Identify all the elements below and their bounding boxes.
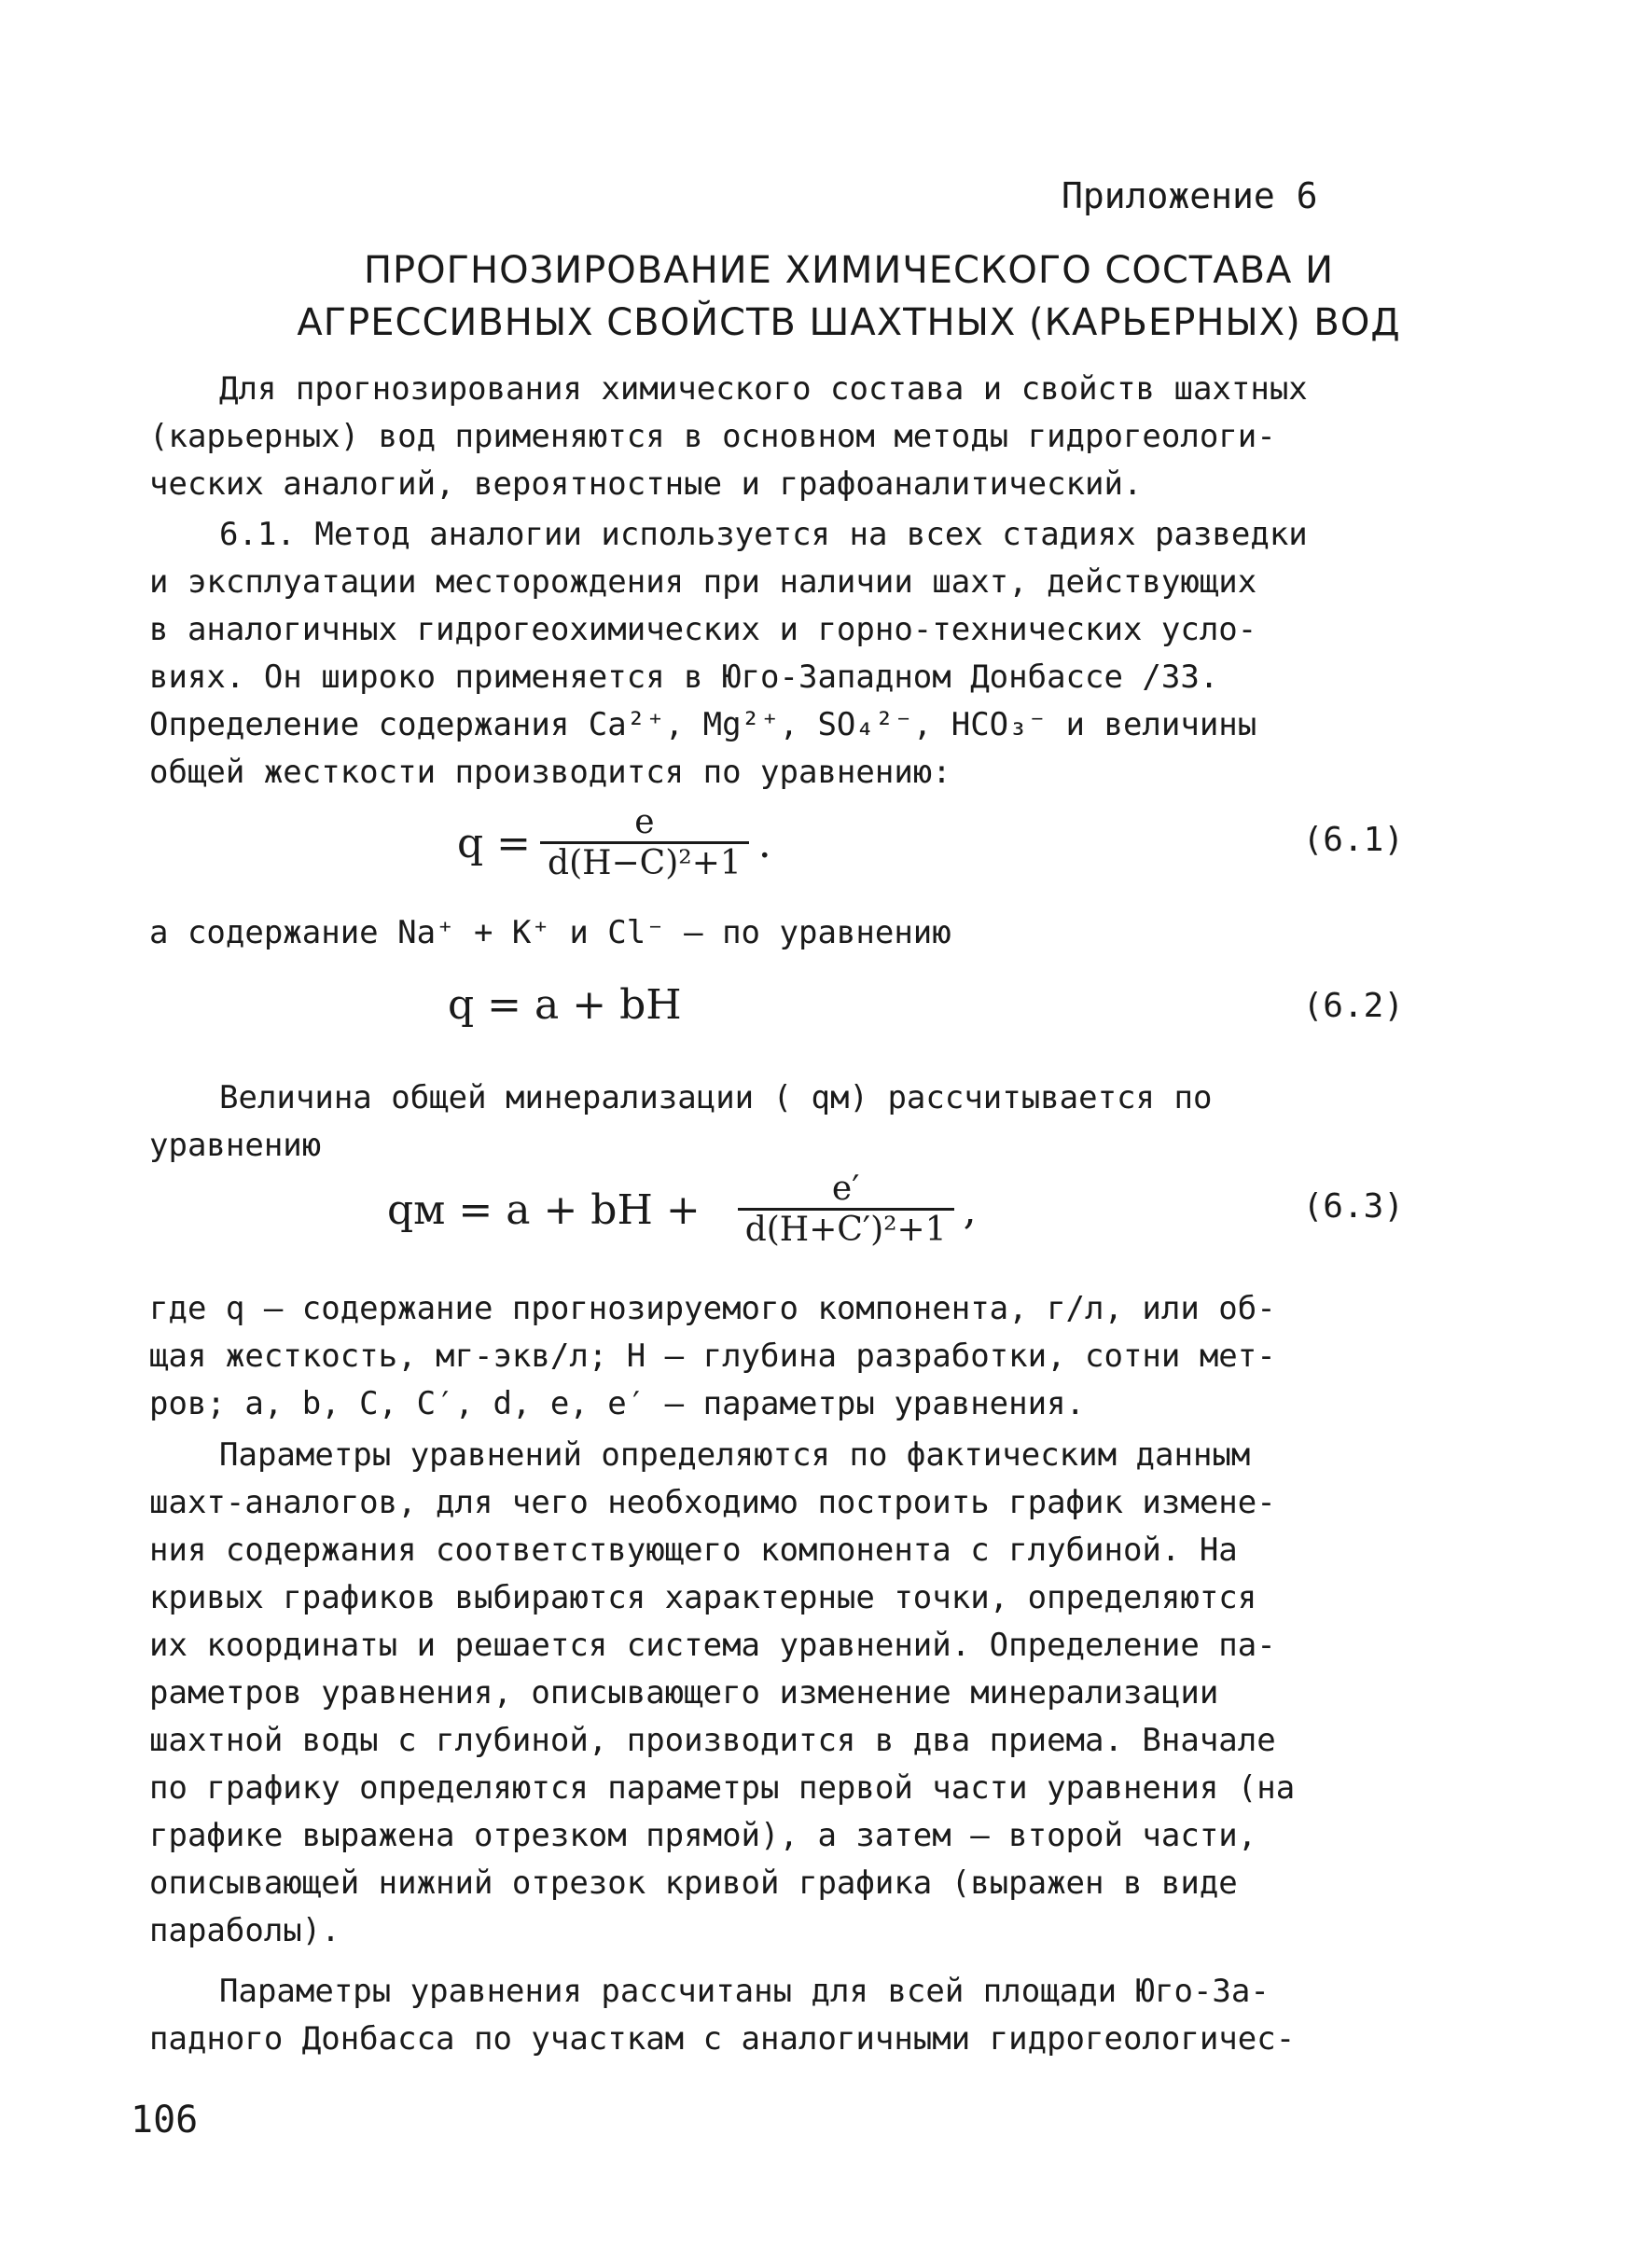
- fraction: [738, 1171, 954, 1250]
- formula-6-1: [149, 803, 1511, 882]
- formula-6-2: [149, 970, 1511, 1045]
- where-paragraph: [149, 1285, 1511, 1428]
- title-line-1: ПРОГНОЗИРОВАНИЕ ХИМИЧЕСКОГО СОСТАВА И: [363, 249, 1335, 292]
- equation-number: (6.2): [1302, 987, 1404, 1025]
- text-line: 6.1. Метод аналогии используется на всех стадиях разведки: [219, 516, 1308, 553]
- text-line: Параметры уравнения рассчитаны для всей площади Юго-За-: [219, 1973, 1270, 2010]
- fraction-numerator: e: [634, 803, 655, 841]
- fraction: [540, 804, 749, 883]
- formula-6-2-expression: q = a + bH: [448, 981, 682, 1029]
- formula-lhs: qм = a + bH +: [387, 1186, 701, 1234]
- section-6-1-paragraph: [149, 511, 1511, 797]
- formula-6-1-expression: [457, 804, 771, 883]
- equation-number: (6.1): [1302, 821, 1404, 859]
- text-line: кривых графиков выбираются характерные точки, определяются: [149, 1579, 1257, 1616]
- formula-6-3-expression: [387, 1171, 977, 1250]
- mineralization-text: [149, 1074, 1511, 1170]
- text-line: их координаты и решается система уравнений. Определение па-: [149, 1627, 1276, 1664]
- text-line: общей жесткости производится по уравнению:: [149, 754, 951, 791]
- equation-number: (6.3): [1302, 1187, 1404, 1226]
- text-line: а содержание Na⁺ + K⁺ и Cl⁻ – по уравнению: [149, 914, 951, 951]
- formula-6-3: [149, 1170, 1511, 1249]
- text-line: падного Донбасса по участкам с аналогичными гидрогеологичес-: [149, 2020, 1296, 2058]
- text-line: Параметры уравнений определяются по фактическим данным: [219, 1436, 1251, 1474]
- text-line: виях. Он широко применяется в Юго-Западном Донбассе /33.: [149, 658, 1219, 696]
- text-line: графике выражена отрезком прямой), а затем – второй части,: [149, 1817, 1257, 1854]
- text-line: ческих аналогий, вероятностные и графоаналитический.: [149, 465, 1143, 503]
- appendix-label: Приложение 6: [1062, 175, 1318, 216]
- fraction-numerator: e′: [831, 1170, 860, 1208]
- fraction-denominator: d(H−C)²+1: [540, 841, 749, 883]
- text-line: шахт-аналогов, для чего необходимо построить график измене-: [149, 1484, 1276, 1521]
- fraction-denominator: d(H+C′)²+1: [738, 1208, 954, 1250]
- text-line: описывающей нижний отрезок кривой графика (выражен в виде: [149, 1864, 1238, 1902]
- intro-paragraph: [149, 366, 1511, 508]
- formula-lhs: q =: [457, 820, 532, 867]
- text-line: в аналогичных гидрогеохимических и горно-технических усло-: [149, 611, 1257, 648]
- final-paragraph: [149, 1968, 1511, 2063]
- text-line: Величина общей минерализации ( qм) рассчитывается по: [219, 1079, 1213, 1116]
- text-line: по графику определяются параметры первой части уравнения (на: [149, 1769, 1296, 1807]
- text-line: и эксплуатации месторождения при наличии шахт, действующих: [149, 563, 1257, 601]
- text-line: где q – содержание прогнозируемого компонента, г/л, или об-: [149, 1290, 1276, 1327]
- text-line: параболы).: [149, 1912, 340, 1949]
- text-line: ров; a, b, C, C′, d, e, e′ – параметры уравнения.: [149, 1385, 1086, 1422]
- text-line: шахтной воды с глубиной, производится в два приема. Вначале: [149, 1722, 1276, 1759]
- text-line: (карьерных) вод применяются в основном методы гидрогеологи-: [149, 418, 1276, 455]
- text-line: щая жесткость, мг-экв/л; H – глубина разработки, сотни мет-: [149, 1337, 1276, 1375]
- text-line: ния содержания соответствующего компонента с глубиной. На: [149, 1531, 1238, 1569]
- parameters-paragraph: [149, 1432, 1511, 1955]
- page-number: 106: [131, 2099, 199, 2141]
- title-line-2: АГРЕССИВНЫХ СВОЙСТВ ШАХТНЫХ (КАРЬЕРНЫХ) ВОД: [297, 301, 1401, 344]
- formula-tail: .: [757, 820, 771, 867]
- page-title: [187, 244, 1511, 349]
- text-line: Определение содержания Ca²⁺, Mg²⁺, SO₄²⁻, HCO₃⁻ и величины: [149, 706, 1257, 743]
- formula-intro-text: [149, 909, 1511, 957]
- text-line: уравнению: [149, 1127, 322, 1164]
- text-line: Для прогнозирования химического состава и свойств шахтных: [219, 370, 1308, 408]
- formula-tail: ,: [963, 1186, 977, 1234]
- text-line: раметров уравнения, описывающего изменение минерализации: [149, 1674, 1219, 1712]
